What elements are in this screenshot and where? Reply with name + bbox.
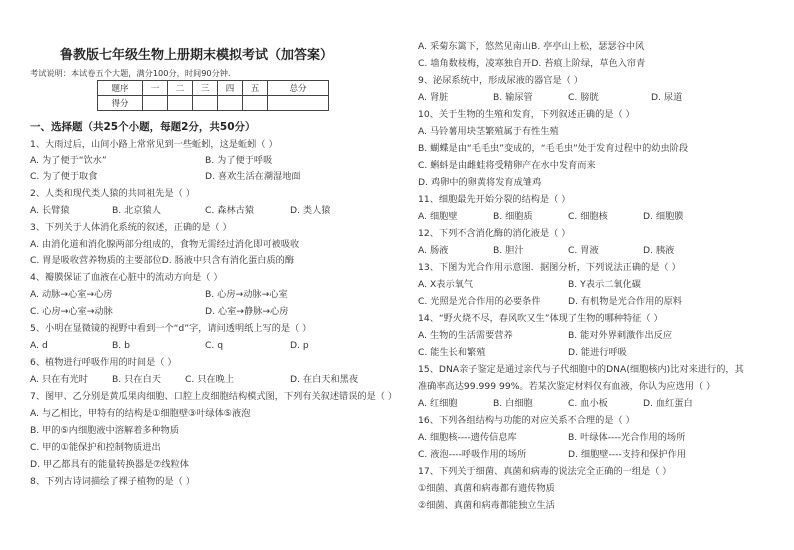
answer-option: B. 为了便于呼吸: [205, 155, 273, 166]
score-cell[interactable]: [243, 96, 268, 111]
answer-option: C. q: [205, 340, 224, 351]
score-cell[interactable]: [143, 96, 168, 111]
answer-option: A. 为了便于“饮水”: [30, 155, 107, 166]
score-cell[interactable]: [193, 96, 218, 111]
answer-option: A. 马铃薯用块茎繁殖属于有性生殖: [418, 126, 559, 137]
statement-item: ②细菌、真菌和病毒都能独立生活: [418, 500, 555, 511]
answer-option: A. X表示氧气: [418, 279, 474, 290]
question-stem: 16、下列各组结构与功能的对应关系不合理的是（ ）: [418, 415, 635, 426]
answer-option: D. 胰液: [643, 245, 675, 256]
question-stem: 1、大雨过后，山间小路上常常见到一些蚯蚓，这是蚯蚓（ ）: [30, 139, 278, 150]
answer-option: C. 血小板: [568, 398, 608, 409]
answer-option: B. 北京猿人: [112, 205, 161, 216]
answer-option: C. 能生长和繁殖: [418, 347, 486, 358]
answer-option: B. 蝴蝶是由“毛毛虫”变成的，“毛毛虫”处于发育过程中的幼虫阶段: [418, 143, 689, 154]
score-header-cell: 一: [143, 81, 168, 96]
score-table-header: [98, 81, 329, 96]
answer-option: D. 心室→静脉→心房: [205, 306, 289, 317]
answer-option: C. 心房→心室→动脉: [30, 306, 113, 317]
question-stem: 10、关于生物的生殖和发育，下列叙述正确的是（ ）: [418, 109, 635, 120]
answer-option: A. 生物的生活需要营养: [418, 330, 513, 341]
score-table-row: [98, 96, 329, 111]
answer-option: D. p: [290, 340, 309, 351]
answer-option: B. 白细胞: [493, 398, 533, 409]
score-header-cell: 四: [218, 81, 243, 96]
answer-option: B. 心房→动脉→心室: [205, 289, 288, 300]
answer-option: D. 能进行呼吸: [568, 347, 627, 358]
answer-option: C. 甲的①能保护和控制物质进出: [30, 442, 161, 453]
answer-option: C. 蝌蚪是由雌蛙将受精卵产在水中发育而来: [418, 160, 596, 171]
question-stem: 15、DNA亲子鉴定是通过亲代与子代细胞中的DNA(细胞核内)比对来进行的，其: [418, 364, 744, 375]
answer-option: A. 细胞核----遗传信息库: [418, 432, 517, 443]
score-row-label: 得分: [98, 96, 143, 111]
question-stem: 4、瓣膜保证了血液在心脏中的流动方向是（ ）: [30, 272, 223, 283]
exam-note: 考试说明：本试卷五个大题，满分100分，时间90分钟．: [30, 68, 237, 78]
answer-option: B. 只在白天: [112, 374, 161, 385]
answer-option: C. 液泡----呼吸作用的场所: [418, 449, 527, 460]
question-stem: 2、人类和现代类人猿的共同祖先是（ ）: [30, 188, 195, 199]
answer-option: B. 胆汁: [493, 245, 524, 256]
question-stem: 12、下列不含消化酶的消化液是（ ）: [418, 228, 571, 239]
question-stem: 11、细胞最先开始分裂的结构是（ ）: [418, 194, 571, 205]
score-cell[interactable]: [268, 96, 329, 111]
answer-option: D. 尿道: [651, 92, 683, 103]
exam-title: 鲁教版七年级生物上册期末模拟考试（加答案）: [59, 48, 333, 63]
answer-option: B. b: [112, 340, 130, 351]
answer-option: C. 胃是吸收营养物质的主要部位D. 肠液中只含有消化蛋白质的酶: [30, 255, 295, 266]
answer-option: C. 光照是光合作用的必要条件: [418, 296, 541, 307]
answer-option: A. 细胞壁: [418, 211, 458, 222]
question-stem: 8、下列古诗词描绘了裸子植物的是（ ）: [30, 476, 195, 487]
right-column: [403, 0, 788, 550]
score-header-cell: 五: [243, 81, 268, 96]
statement-item: ①细菌、真菌和病毒都有遗传物质: [418, 483, 555, 494]
answer-option: D. 有机物是光合作用的原料: [568, 296, 682, 307]
answer-option: C. 只在晚上: [185, 374, 235, 385]
question-stem: 17、下列关于细菌、真菌和病毒的说法完全正确的一组是（ ）: [418, 466, 672, 477]
score-cell[interactable]: [218, 96, 243, 111]
score-cell[interactable]: [168, 96, 193, 111]
answer-option: B. Y表示二氧化碳: [568, 279, 641, 290]
question-stem: 准确率高达99.999 99%。若某次鉴定材料仅有血液，你认为应选用（ ）: [418, 381, 716, 392]
answer-option: D. 细胞壁----支持和保护作用: [568, 449, 687, 460]
answer-option: B. 输尿管: [493, 92, 533, 103]
answer-option: A. d: [30, 340, 48, 351]
answer-option: C. 森林古猿: [205, 205, 255, 216]
question-stem: 9、泌尿系统中，形成尿液的器官是（ ）: [418, 75, 583, 86]
answer-option: D. 血红蛋白: [643, 398, 693, 409]
question-stem: 3、下列关于人体消化系统的叙述，正确的是（ ）: [30, 222, 232, 233]
answer-option: B. 细胞质: [493, 211, 533, 222]
answer-option: D. 类人猿: [290, 205, 331, 216]
answer-option: A. 与乙相比，甲特有的结构是①细胞壁③叶绿体⑤液泡: [30, 408, 251, 419]
answer-option: A. 红细胞: [418, 398, 458, 409]
score-header-cell: 三: [193, 81, 218, 96]
answer-option: B. 能对外界刺激作出反应: [568, 330, 673, 341]
answer-option: A. 动脉→心室→心房: [30, 289, 113, 300]
score-header-cell: 题序: [98, 81, 143, 96]
answer-option: D. 甲乙都具有的能量转换器是⑦线粒体: [30, 459, 189, 470]
score-header-cell: 二: [168, 81, 193, 96]
question-stem: 7、图甲、乙分别是黄瓜果肉细胞、口腔上皮细胞结构模式图，下列有关叙述错误的是（ ）: [30, 391, 398, 402]
question-stem: 6、植物进行呼吸作用的时间是（ ）: [30, 357, 177, 368]
answer-option: D. 喜欢生活在潮湿地面: [205, 171, 301, 182]
question-stem: 13、下图为光合作用示意图．据图分析，下列说法正确的是（ ）: [418, 262, 681, 273]
score-table: [97, 80, 329, 111]
answer-option: C. 墙角数枝梅，凌寒独自开D. 苔痕上阶绿，草色入帘青: [418, 58, 646, 69]
answer-option: C. 胃液: [568, 245, 599, 256]
section-heading: 一、选择题（共25个小题，每题2分，共50分）: [30, 121, 256, 133]
answer-option: A. 采菊东篱下，悠然见南山B. 亭亭山上松，瑟瑟谷中风: [418, 41, 645, 52]
score-header-cell: 总分: [268, 81, 329, 96]
answer-option: A. 只在有光时: [30, 374, 88, 385]
question-stem: 14、“野火烧不尽，春风吹又生”体现了生物的哪种特征（ ）: [418, 313, 663, 324]
answer-option: C. 细胞核: [568, 211, 608, 222]
answer-option: D. 鸡卵中的卵黄将发育成雏鸡: [418, 177, 542, 188]
answer-option: A. 肾脏: [418, 92, 449, 103]
answer-option: A. 由消化道和消化腺两部分组成的，食物无需经过消化即可被吸收: [30, 239, 300, 250]
answer-option: D. 细胞膜: [643, 211, 684, 222]
answer-option: C. 膀胱: [568, 92, 599, 103]
answer-option: B. 甲的⑤内细胞液中溶解着多种物质: [30, 425, 180, 436]
answer-option: A. 长臂猿: [30, 205, 70, 216]
answer-option: A. 肠液: [418, 245, 449, 256]
answer-option: B. 叶绿体----光合作用的场所: [568, 432, 686, 443]
question-stem: 5、小明在显微镜的视野中看到一个“d”字，请问透明纸上写的是（ ）: [30, 323, 312, 334]
answer-option: D. 在白天和黑夜: [290, 374, 359, 385]
answer-option: C. 为了便于取食: [30, 171, 98, 182]
